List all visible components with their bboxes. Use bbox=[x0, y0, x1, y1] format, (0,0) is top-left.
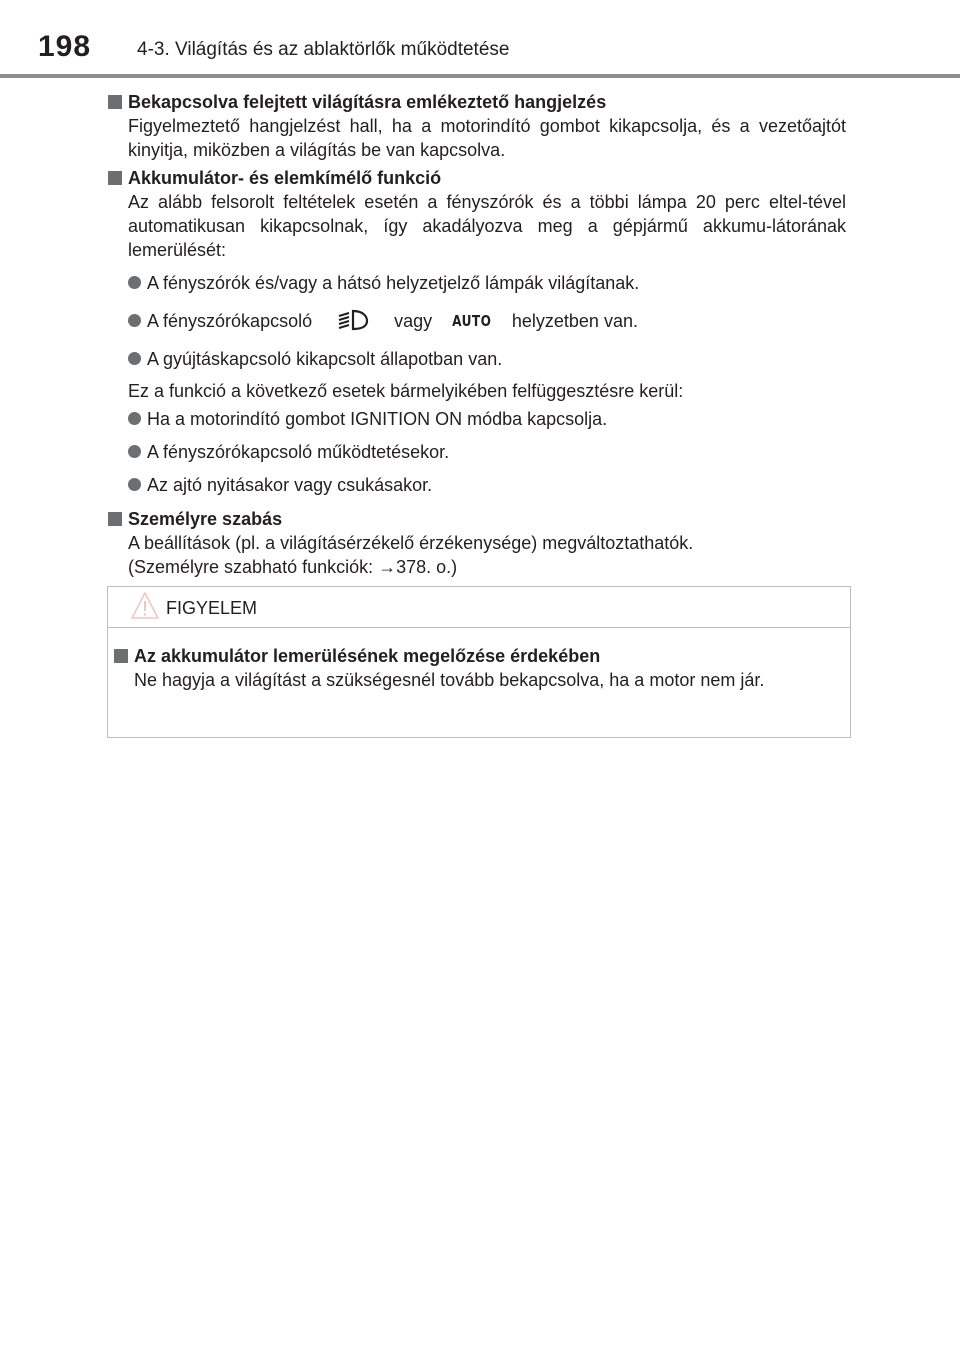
page-number: 198 bbox=[38, 30, 92, 63]
list-item: A fényszórók és/vagy a hátsó helyzetjelző lámpák világítanak. bbox=[128, 271, 846, 295]
round-bullet-icon bbox=[128, 276, 141, 289]
list-item: A fényszórókapcsoló vagy AUTO helyzetben van. bbox=[128, 309, 846, 333]
round-bullet-icon bbox=[128, 445, 141, 458]
list-item: A gyújtáskapcsoló kikapcsolt állapotban van. bbox=[128, 347, 846, 371]
main-content bbox=[108, 90, 846, 579]
heading-battery-saver bbox=[108, 166, 846, 190]
heading-reminder bbox=[108, 90, 846, 114]
paragraph: Az alább felsorolt feltételek esetén a fényszórók és a többi lámpa 20 perc eltel-tével automatikusan kikapcsolnak, így akadályozva meg a gépjármű akkumu-látorának lemerülését: bbox=[128, 192, 846, 260]
round-bullet-icon bbox=[128, 314, 141, 327]
list-item: Az ajtó nyitásakor vagy csukásakor. bbox=[128, 473, 846, 497]
list-item: A fényszórókapcsoló működtetésekor. bbox=[128, 440, 846, 464]
round-bullet-icon bbox=[128, 478, 141, 491]
auto-mode-icon: AUTO bbox=[452, 312, 492, 330]
warning-box bbox=[107, 586, 851, 738]
warning-triangle-icon bbox=[130, 591, 160, 621]
square-bullet-icon bbox=[114, 649, 128, 663]
paragraph: Ez a funkció a következő esetek bármelyikében felfüggesztésre kerül: bbox=[128, 381, 684, 401]
header-rule bbox=[0, 74, 960, 78]
warning-label: FIGYELEM bbox=[166, 598, 258, 618]
page-header bbox=[0, 0, 960, 80]
warning-body bbox=[114, 644, 842, 692]
list-item: Ha a motorindító gombot IGNITION ON módba kapcsolja. bbox=[128, 407, 846, 431]
paragraph: Figyelmeztető hangjelzést hall, ha a motorindító gombot kikapcsolja, és a vezetőajtót kinyitja, miközben a világítás be van kapcsolva. bbox=[128, 116, 846, 160]
low-beam-headlight-icon bbox=[336, 307, 372, 331]
paragraph: A beállítások (pl. a világításérzékelő érzékenysége) megváltoztathatók. bbox=[128, 533, 694, 553]
warning-header bbox=[108, 587, 850, 628]
heading-text: Bekapcsolva felejtett világításra emlékeztető hangjelzés bbox=[128, 92, 607, 112]
square-bullet-icon bbox=[108, 95, 122, 109]
cross-reference: (Személyre szabható funkciók: →378. o.) bbox=[128, 557, 458, 577]
round-bullet-icon bbox=[128, 352, 141, 365]
round-bullet-icon bbox=[128, 412, 141, 425]
square-bullet-icon bbox=[108, 512, 122, 526]
square-bullet-icon bbox=[108, 171, 122, 185]
heading-customization bbox=[108, 507, 846, 531]
heading-text: Akkumulátor- és elemkímélő funkció bbox=[128, 168, 442, 188]
warning-heading: Az akkumulátor lemerülésének megelőzése érdekében bbox=[114, 644, 842, 668]
section-title: 4-3. Világítás és az ablaktörlők működtetése bbox=[137, 39, 510, 60]
heading-text: Személyre szabás bbox=[128, 509, 283, 529]
warning-text: Ne hagyja a világítást a szükségesnél tovább bekapcsolva, ha a motor nem jár. bbox=[134, 670, 765, 690]
